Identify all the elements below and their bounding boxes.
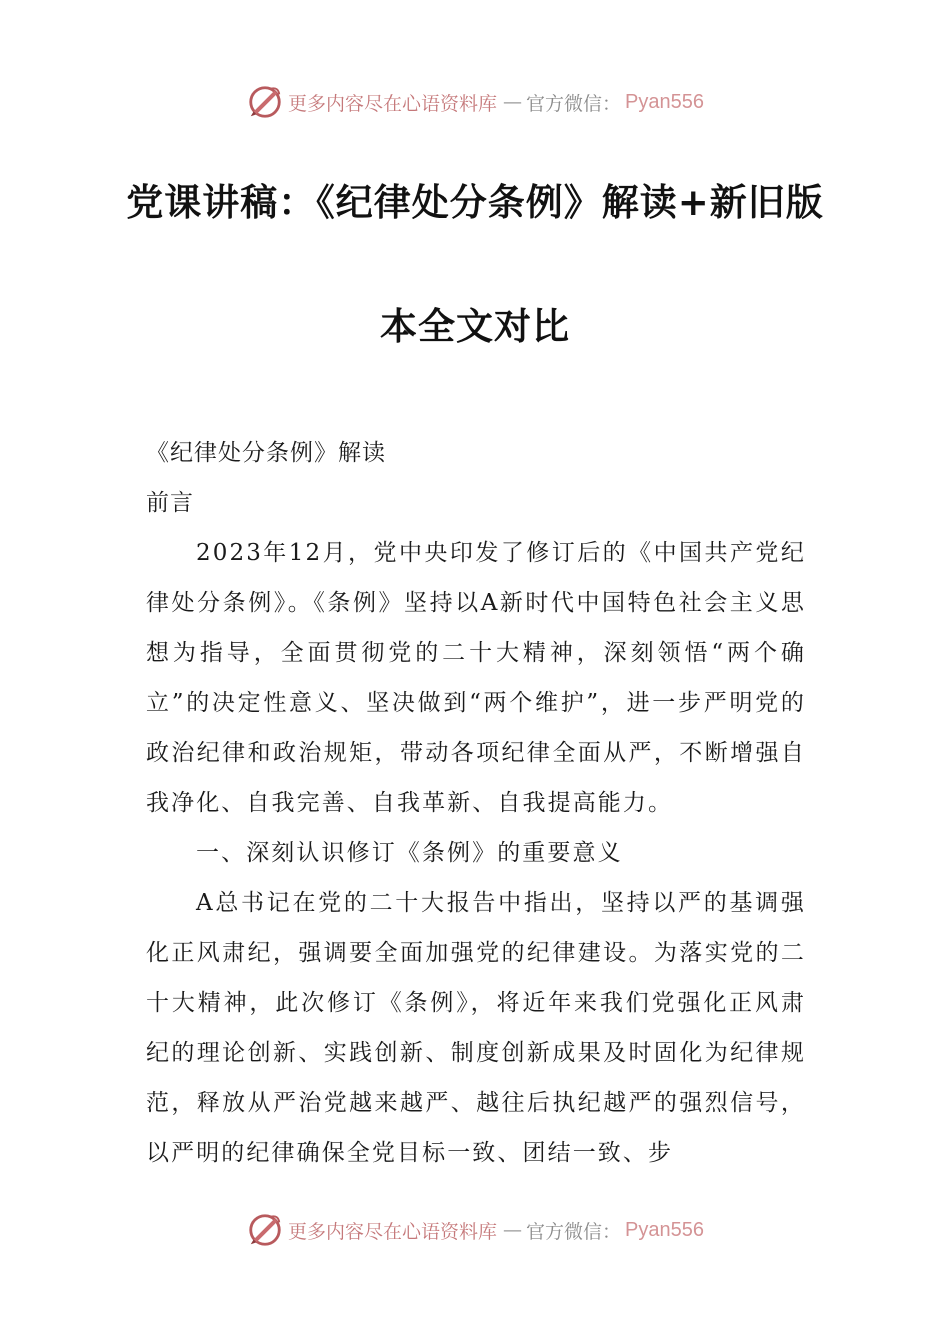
banner-text: 更多内容尽在心语资料库 bbox=[288, 92, 498, 115]
banner-wechat-label: 官方微信： bbox=[526, 1220, 622, 1243]
banner-wechat-label: 官方微信： bbox=[526, 92, 622, 115]
header-banner bbox=[0, 80, 950, 124]
document-subtitle: 《纪律处分条例》解读 bbox=[146, 440, 386, 466]
preface-heading: 前言 bbox=[146, 490, 194, 516]
banner-wechat-id: Pyan556 bbox=[625, 90, 704, 113]
pen-logo-icon bbox=[246, 1211, 284, 1249]
banner-dash: — bbox=[503, 1219, 521, 1241]
paragraph-intro: 2023年12月，党中央印发了修订后的《中国共产党纪律处分条例》。《条例》坚持以A新时代中国特色社会主义思想为指导，全面贯彻党的二十大精神，深刻领悟“两个确立”的决定性意义、坚决做到“两个维护”，进一步严明党的政治纪律和政治规矩，带动各项纪律全面从严，不断增强自我净化、自我完善、自我革新、自我提高能力。 bbox=[146, 540, 806, 816]
paragraph-section1: A总书记在党的二十大报告中指出，坚持以严的基调强化正风肃纪，强调要全面加强党的纪律建设。为落实党的二十大精神，此次修订《条例》，将近年来我们党强化正风肃纪的理论创新、实践创新、制度创新成果及时固化为纪律规范，释放从严治党越来越严、越往后执纪越严的强烈信号，以严明的纪律确保全党目标一致、团结一致、步 bbox=[146, 890, 806, 1166]
section-heading-1: 一、深刻认识修订《条例》的重要意义 bbox=[196, 840, 623, 866]
banner-dash: — bbox=[503, 91, 521, 113]
banner-text: 更多内容尽在心语资料库 bbox=[288, 1220, 498, 1243]
document-body bbox=[146, 428, 806, 1178]
document-title-line2: 本全文对比 bbox=[380, 305, 570, 348]
pen-logo-icon bbox=[246, 83, 284, 121]
banner-wechat-id: Pyan556 bbox=[625, 1218, 704, 1241]
footer-banner bbox=[0, 1208, 950, 1252]
document-title-line1: 党课讲稿：《纪律处分条例》解读+新旧版 bbox=[126, 181, 824, 224]
